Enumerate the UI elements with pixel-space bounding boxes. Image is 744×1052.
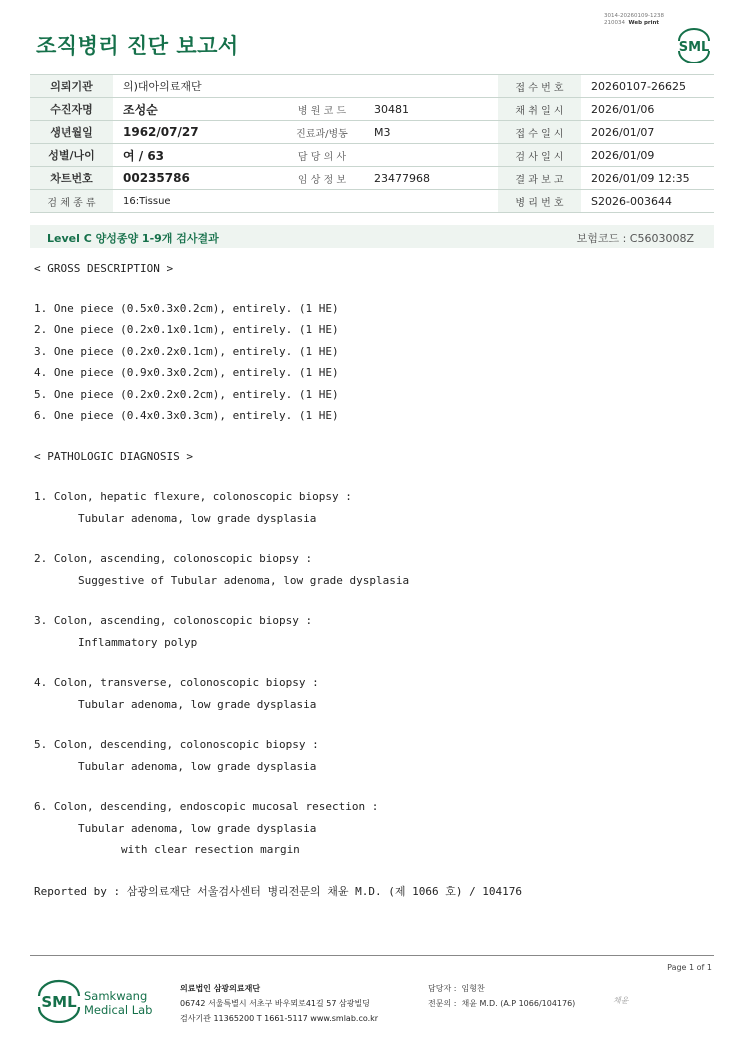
diagnosis-site: 1. Colon, hepatic flexure, colonoscopic biopsy :: [34, 490, 352, 503]
label-clinical-info: 임 상 정 보: [280, 167, 364, 190]
insurance-code: 보험코드 : C5603008Z: [576, 232, 694, 245]
value-test-date: 2026/01/09: [581, 144, 714, 167]
label-institution: 의뢰기관: [30, 75, 113, 98]
label-receipt-date: 접 수 일 시: [498, 121, 581, 144]
label-patient-name: 수진자명: [30, 98, 113, 121]
info-row: [30, 98, 714, 121]
label-collection-date: 채 취 일 시: [498, 98, 581, 121]
value-receipt-no: 20260107-26625: [581, 75, 714, 98]
org-name: 의료법인 삼광의료재단: [180, 984, 261, 993]
gross-item: 4. One piece (0.9x0.3x0.2cm), entirely. (1 HE): [34, 366, 339, 379]
value-patient-name: 조성순: [113, 98, 280, 121]
diagnosis-result: Tubular adenoma, low grade dysplasia: [78, 760, 317, 773]
organization-info: [180, 981, 378, 1026]
diagnosis-result: Tubular adenoma, low grade dysplasia: [78, 822, 317, 835]
value-hospital-code: 30481: [364, 98, 498, 121]
diagnosis-site: 6. Colon, descending, endoscopic mucosal resection :: [34, 800, 379, 813]
test-name: Level C 양성종양 1-9개 검사결과: [47, 232, 219, 245]
value-specimen-type: 16:Tissue: [113, 190, 498, 213]
value-collection-date: 2026/01/06: [581, 98, 714, 121]
specialist-label: 전문의 :: [428, 999, 457, 1008]
label-sex-age: 성별/나이: [30, 144, 113, 167]
info-row: [30, 190, 714, 213]
web-print-label: Web print: [628, 20, 660, 26]
value-result-report: 2026/01/09 12:35: [581, 167, 714, 190]
footer-logo-sml: SML: [41, 993, 77, 1011]
signature: 채윤: [613, 996, 629, 1005]
diagnosis-result: Tubular adenoma, low grade dysplasia: [78, 512, 317, 525]
print-code: [604, 13, 664, 27]
patient-info-table: [30, 74, 714, 213]
info-row: [30, 75, 714, 98]
value-department: M3: [364, 121, 498, 144]
label-physician: 담 당 의 사: [280, 144, 364, 167]
label-test-date: 검 사 일 시: [498, 144, 581, 167]
page-number: Page 1 of 1: [667, 963, 712, 972]
gross-item: 2. One piece (0.2x0.1x0.1cm), entirely. (1 HE): [34, 323, 339, 336]
diagnosis-result: Inflammatory polyp: [78, 636, 198, 649]
value-pathology-no: S2026-003644: [581, 190, 714, 213]
info-row: [30, 167, 714, 190]
staff-name: 임형찬: [461, 984, 485, 993]
gross-item: 5. One piece (0.2x0.2x0.2cm), entirely. (1 HE): [34, 388, 339, 401]
value-institution: 의)대아의료재단: [113, 75, 498, 98]
footer-logo-line1: Samkwang: [84, 989, 148, 1003]
specialist-row: [428, 996, 575, 1011]
label-birth-date: 생년월일: [30, 121, 113, 144]
value-birth-date: 1962/07/27: [113, 121, 280, 144]
label-specimen-type: 검 체 종 류: [30, 190, 113, 213]
diagnosis-extra: with clear resection margin: [121, 843, 300, 856]
label-department: 진료과/병동: [280, 121, 364, 144]
diagnosis-site: 2. Colon, ascending, colonoscopic biopsy :: [34, 552, 313, 565]
footer-divider: [30, 955, 714, 956]
org-contact: 검사기관 11365200 T 1661-5117 www.smlab.co.kr: [180, 1014, 379, 1023]
value-physician: [364, 144, 498, 167]
gross-heading: < GROSS DESCRIPTION >: [34, 262, 174, 275]
diagnosis-site: 5. Colon, descending, colonoscopic biopsy :: [34, 738, 319, 751]
diagnosis-site: 3. Colon, ascending, colonoscopic biopsy :: [34, 614, 313, 627]
label-receipt-no: 접 수 번 호: [498, 75, 581, 98]
org-address: 06742 서울특별시 서초구 바우뫼로41길 57 삼광빌딩: [180, 999, 370, 1008]
samkwang-logo-icon: [36, 979, 156, 1023]
diagnosis-site: 4. Colon, transverse, colonoscopic biopsy :: [34, 676, 319, 689]
footer-logo-line2: Medical Lab: [84, 1003, 153, 1017]
info-row: [30, 144, 714, 167]
label-chart-no: 차트번호: [30, 167, 113, 190]
sml-logo-icon: [674, 27, 714, 63]
specialist-name: 채윤 M.D. (A.P 1066/104176): [461, 999, 576, 1008]
diagnosis-heading: < PATHOLOGIC DIAGNOSIS >: [34, 450, 193, 463]
diagnosis-result: Tubular adenoma, low grade dysplasia: [78, 698, 317, 711]
gross-item: 3. One piece (0.2x0.2x0.1cm), entirely. (1 HE): [34, 345, 339, 358]
label-result-report: 결 과 보 고: [498, 167, 581, 190]
value-clinical-info: 23477968: [364, 167, 498, 190]
report-title: 조직병리 진단 보고서: [36, 34, 239, 58]
print-code-line2: 210034 Web print: [604, 20, 660, 26]
info-row: [30, 121, 714, 144]
print-code-line1: 3014-20260109-1238: [604, 13, 664, 19]
value-sex-age: 여 / 63: [113, 144, 280, 167]
gross-item: 6. One piece (0.4x0.3x0.3cm), entirely. (1 HE): [34, 409, 339, 422]
label-hospital-code: 병 원 코 드: [280, 98, 364, 121]
diagnosis-result: Suggestive of Tubular adenoma, low grade dysplasia: [78, 574, 410, 587]
staff-label: 담당자 :: [428, 984, 457, 993]
staff-row: [428, 981, 575, 996]
staff-info: [428, 981, 575, 1011]
value-receipt-date: 2026/01/07: [581, 121, 714, 144]
gross-item: 1. One piece (0.5x0.3x0.2cm), entirely. (1 HE): [34, 302, 339, 315]
value-chart-no: 00235786: [113, 167, 280, 190]
sml-logo-text: SML: [678, 40, 710, 55]
reported-by: Reported by : 삼광의료재단 서울검사센터 병리전문의 채윤 M.D. (제 1066 호) / 104176: [34, 885, 523, 898]
label-pathology-no: 병 리 번 호: [498, 190, 581, 213]
